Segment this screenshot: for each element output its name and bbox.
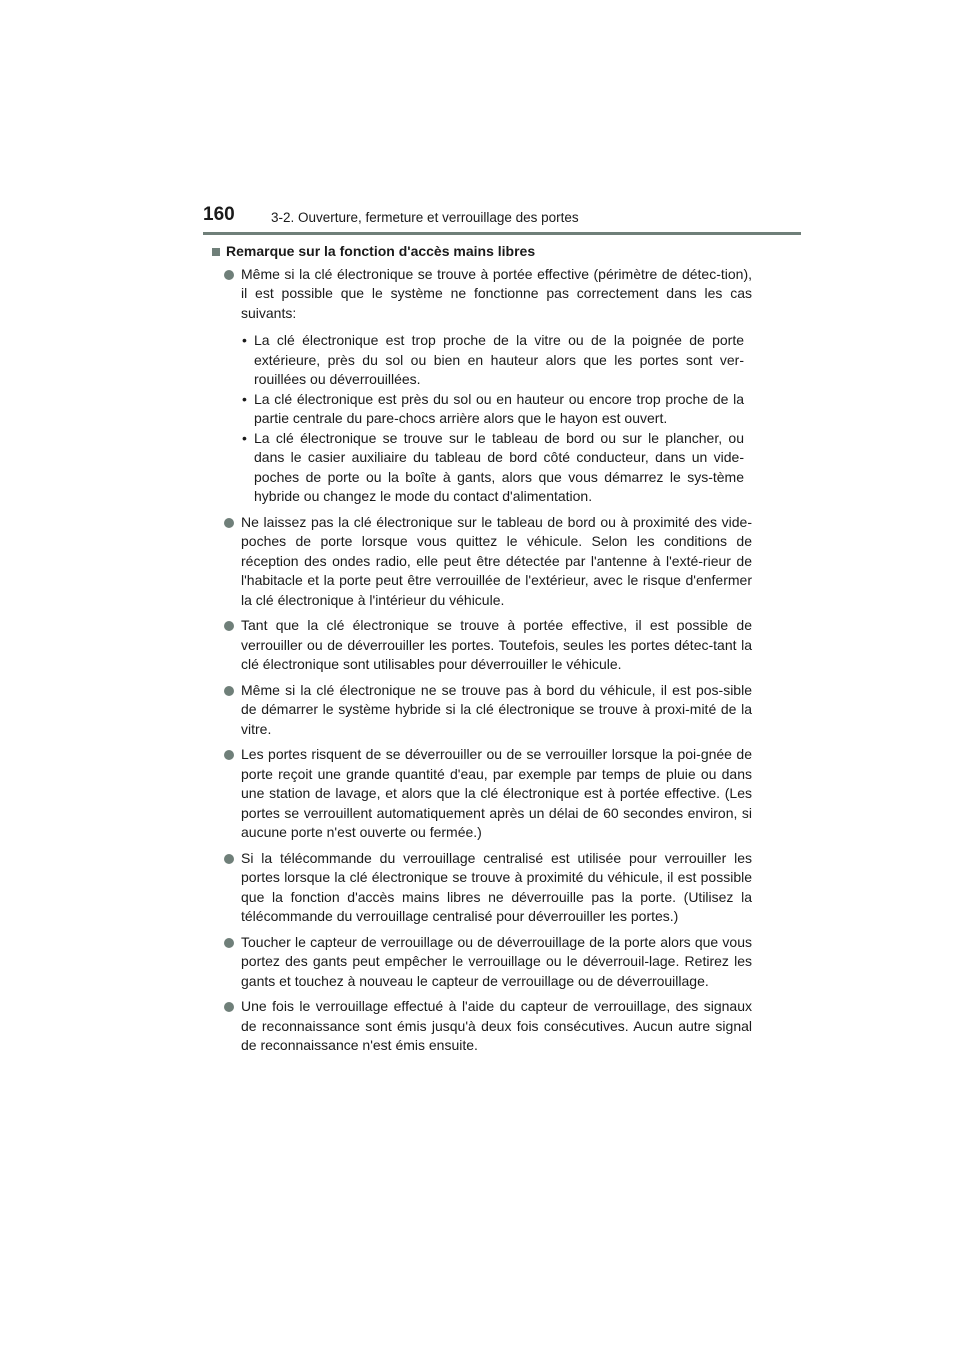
bullet-text: Si la télécommande du verrouillage centralisé est utilisée pour verrouiller les portes lorsque la clé électronique se trouve à proximité du véhicule, il est possible que la fonction d'accès mains libres ne déverrouille pas la porte. (Utilisez la télécommande du verrouillage centralisé pour déverrouiller les portes.) (241, 849, 752, 924)
dot-bullet-icon: • (242, 429, 247, 446)
sub-item-text: La clé électronique est près du sol ou en hauteur ou encore trop proche de la partie centrale du pare-chocs arrière alors que le hayon est ouvert. (254, 390, 744, 426)
circle-bullet-icon (224, 621, 234, 631)
page-header (203, 203, 803, 233)
circle-bullet-icon (224, 518, 234, 528)
bullet-item (212, 849, 752, 927)
sub-list-item (241, 331, 752, 390)
bullet-text: Une fois le verrouillage effectué à l'aide du capteur de verrouillage, des signaux de reconnaissance sont émis jusqu'à deux fois consécutives. Aucun autre signal de reconnaissance n'est émis ensuite. (241, 998, 752, 1053)
circle-bullet-icon (224, 750, 234, 760)
section-heading (212, 242, 752, 262)
sub-list-item (241, 429, 752, 507)
sub-list (241, 331, 752, 507)
bullet-text: Même si la clé électronique ne se trouve pas à bord du véhicule, il est pos-sible de démarrer le système hybride si la clé électronique se trouve à proxi-mité de la vitre. (241, 681, 752, 737)
section-title: 3-2. Ouverture, fermeture et verrouillage des portes (271, 210, 579, 225)
header-divider (203, 232, 801, 235)
sub-item-text: La clé électronique est trop proche de la vitre ou de la poignée de porte extérieure, près du sol ou bien en hauteur alors que les portes sont ver-rouillées ou déverrouillées. (254, 332, 744, 387)
sub-list-item (241, 390, 752, 429)
bullet-text: Les portes risquent de se déverrouiller ou de se verrouiller lorsque la poi-gnée de porte reçoit une grande quantité d'eau, par exemple par temps de pluie ou dans une station de lavage, et alors que la clé électronique est à portée effective. (Les portes se verrouillent automatiquement après un délai de 60 secondes environ, si aucune porte n'est ouverte ou fermée.) (241, 746, 752, 840)
bullet-text: Toucher le capteur de verrouillage ou de déverrouillage de la porte alors que vous portez des gants peut empêcher le verrouillage ou le déverrouil-lage. Retirez les gants et touchez à nouveau le capteur de verrouillage ou de déverrouillage. (241, 933, 752, 989)
section-heading-text: Remarque sur la fonction d'accès mains libres (226, 243, 536, 259)
bullet-item (212, 265, 752, 507)
bullet-text: Ne laissez pas la clé électronique sur le tableau de bord ou à proximité des vide-poches de porte lorsque vous quittez le véhicule. Selon les conditions de réception des ondes radio, elle peut être détectée par l'antenne à l'exté-rieur de l'habitacle et la porte peut être verrouillée de l'extérieur, avec le risque d'enfermer la clé électronique à l'intérieur du véhicule. (241, 513, 752, 608)
circle-bullet-icon (224, 854, 234, 864)
page-number: 160 (203, 204, 235, 225)
bullet-item (212, 681, 752, 740)
square-bullet-icon (212, 248, 220, 256)
dot-bullet-icon: • (242, 390, 247, 407)
bullet-text: Tant que la clé électronique se trouve à portée effective, il est possible de verrouiller ou de déverrouiller les portes. Toutefois, seules les portes détec-tant la clé électronique sont utilisables pour déverrouiller le véhicule. (241, 617, 752, 672)
sub-item-text: La clé électronique se trouve sur le tableau de bord ou sur le plancher, ou dans le casier auxiliaire du tableau de bord côté conducteur, dans un vide-poches de porte ou la boîte à gants, alors que vous démarrez le sys-tème hybride ou changez le mode du contact d'alimentation. (254, 429, 744, 504)
bullet-item (212, 513, 752, 611)
circle-bullet-icon (224, 938, 234, 948)
bullet-text: Même si la clé électronique se trouve à portée effective (périmètre de détec-tion), il est possible que le système ne fonctionne pas correctement dans les cas suivants: (241, 265, 752, 321)
dot-bullet-icon: • (242, 332, 247, 348)
circle-bullet-icon (224, 270, 234, 280)
circle-bullet-icon (224, 1002, 234, 1012)
bullet-item (212, 933, 752, 992)
bullet-item (212, 745, 752, 843)
bullet-item (212, 616, 752, 675)
page-content (212, 242, 752, 1062)
circle-bullet-icon (224, 686, 234, 696)
bullet-item (212, 997, 752, 1056)
